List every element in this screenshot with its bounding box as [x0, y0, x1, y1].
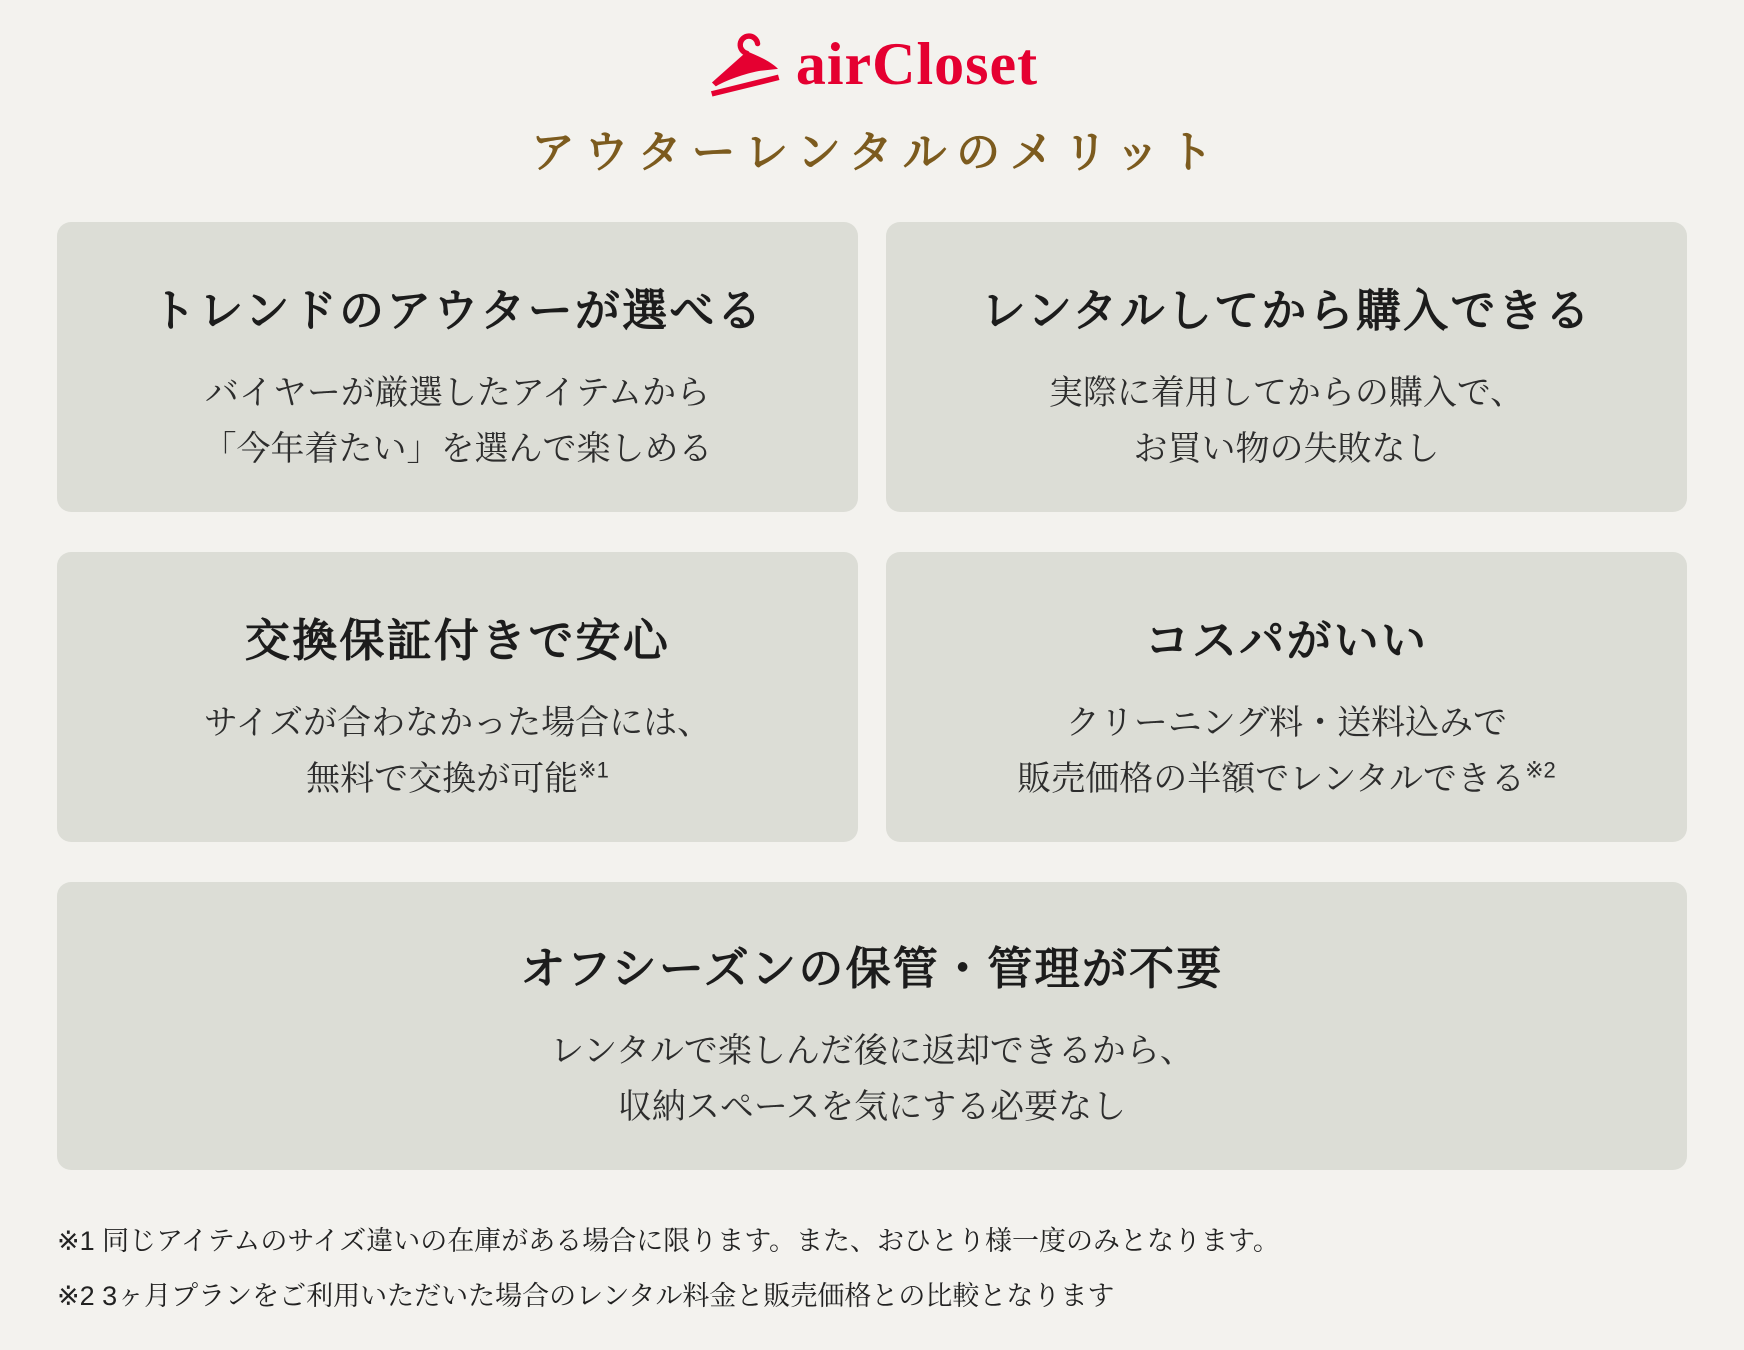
- benefit-card-grid: [57, 222, 1687, 1170]
- card-body-line: レンタルで楽しんだ後に返却できるから、: [550, 1032, 1194, 1070]
- footnote-ref: ※2: [1525, 757, 1556, 783]
- card-body: [886, 695, 1687, 807]
- card-body: [886, 365, 1687, 477]
- card-body-line: クリーニング料・送料込みで: [1065, 704, 1508, 742]
- card-body-line: 収納スペースを気にする必要なし: [617, 1088, 1127, 1126]
- card-body-line: 無料で交換が可能$^{※1}$: [306, 757, 609, 798]
- card-body: [57, 695, 858, 807]
- card-body-line: 実際に着用してからの購入で、: [1048, 374, 1525, 412]
- logo: [0, 0, 1744, 98]
- card-heading: 交換保証付きで安心: [244, 615, 671, 666]
- card-body: [57, 365, 858, 477]
- card-heading: トレンドのアウターが選べる: [151, 285, 764, 336]
- footnote-2: ※2 3ヶ月プランをご利用いただいた場合のレンタル料金と販売価格との比較となります: [57, 1281, 1115, 1311]
- card-body-line: お買い物の失敗なし: [1133, 430, 1440, 468]
- hanger-icon: [706, 30, 782, 98]
- card-heading: レンタルしてから購入できる: [980, 285, 1593, 336]
- footnote-1: ※1 同じアイテムのサイズ違いの在庫がある場合に限ります。また、おひとり様一度のみとなります。: [57, 1226, 1280, 1256]
- benefit-card-trend: [57, 222, 858, 512]
- card-body: [57, 1023, 1687, 1135]
- footnotes: [57, 1214, 1687, 1324]
- brand-name: airCloset: [795, 31, 1039, 97]
- benefit-card-try-before-buy: [886, 222, 1687, 512]
- card-body-line: 販売価格の半額でレンタルできる$^{※2}$: [1017, 757, 1556, 798]
- page-title: アウターレンタルのメリット: [530, 128, 1223, 177]
- benefit-card-exchange-guarantee: [57, 552, 858, 842]
- footnote-ref: ※1: [578, 757, 609, 783]
- card-body-line: サイズが合わなかった場合には、: [203, 704, 712, 742]
- card-heading: コスパがいい: [1144, 615, 1429, 666]
- card-body-line: 「今年着たい」を選んで楽しめる: [202, 430, 713, 468]
- card-heading: オフシーズンの保管・管理が不要: [520, 943, 1224, 994]
- card-body-line: バイヤーが厳選したアイテムから: [204, 374, 711, 412]
- benefit-card-no-storage: [57, 882, 1687, 1170]
- benefit-card-cost-performance: [886, 552, 1687, 842]
